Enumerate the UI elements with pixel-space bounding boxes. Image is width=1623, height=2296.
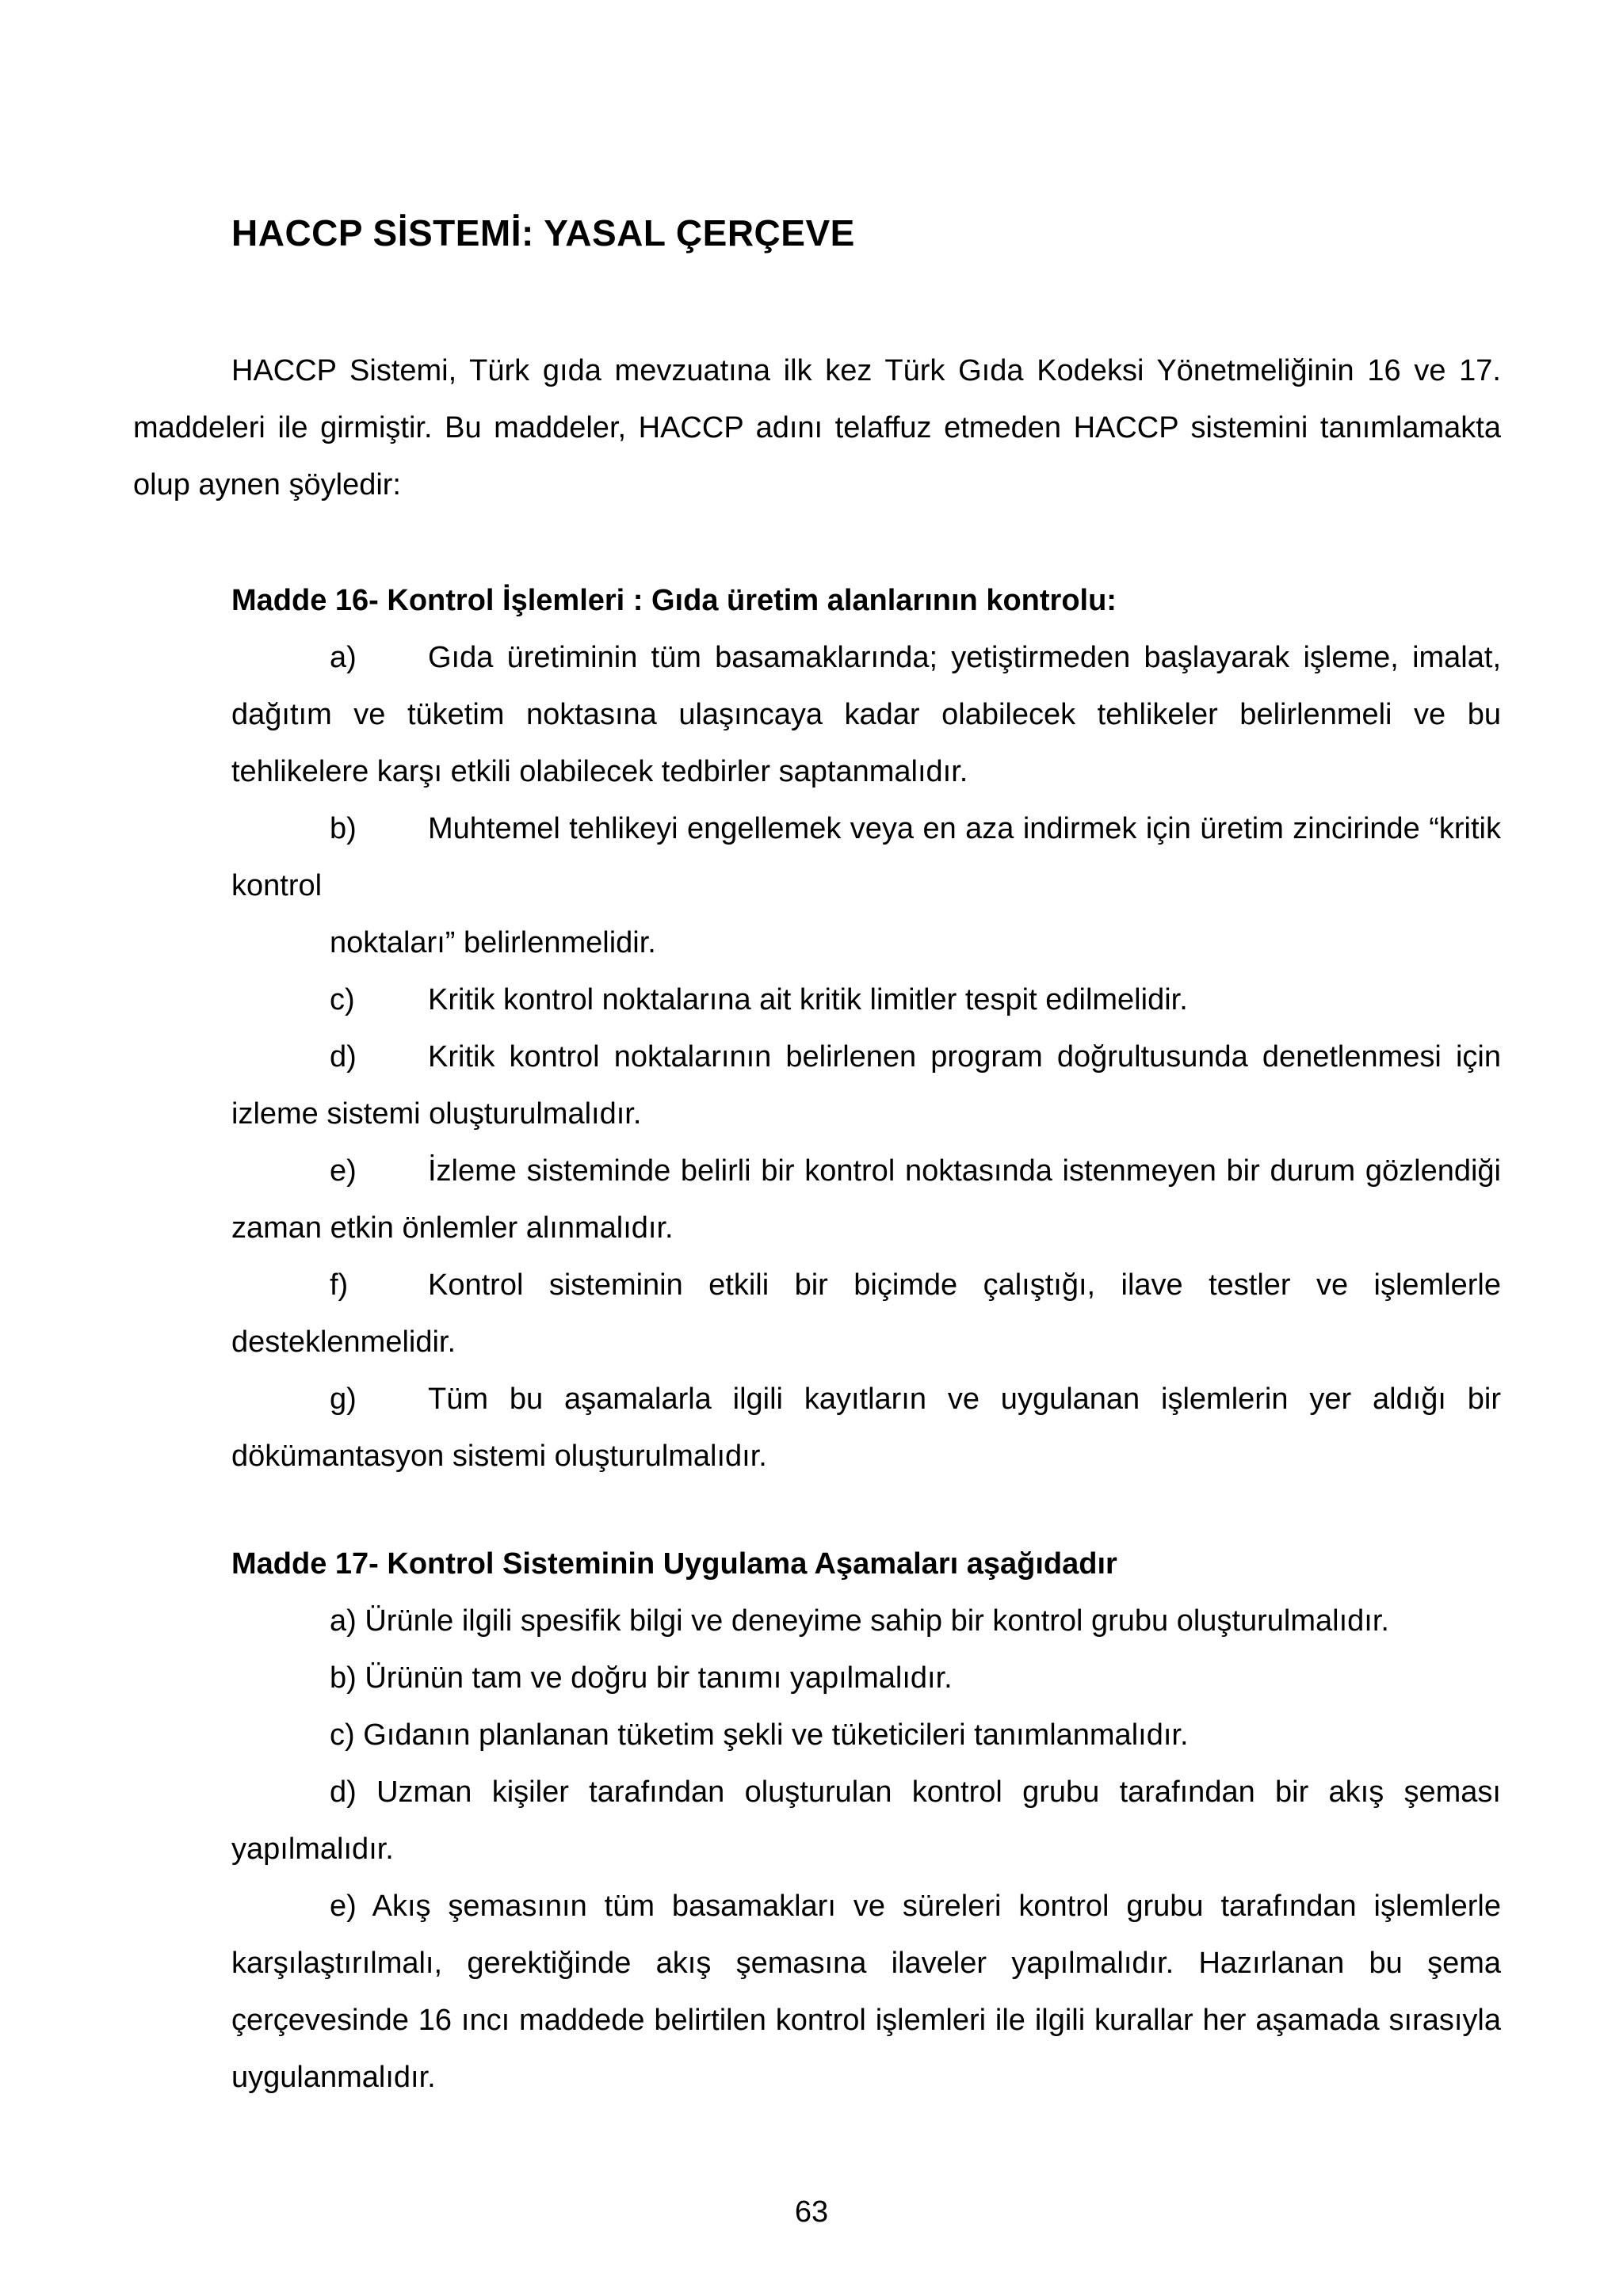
madde-16-item-e [231,1142,1501,1257]
madde-17-item-d: d) Uzman kişiler tarafından oluşturulan kontrol grubu tarafından bir akış şeması yapılmalıdır. [231,1775,1501,1866]
item-text: Tüm bu aşamalarla ilgili kayıtların ve uygulanan işlemlerin yer aldığı bir dökümantasyon sistemi oluşturulmalıdır. [231,1383,1501,1473]
madde-17-item-e: e) Akış şemasının tüm basamakları ve süreleri kontrol grubu tarafından işlemlerle karşılaştırılmalı, gerektiğinde akış şemasına ilaveler yapılmalıdır. Hazırlanan bu şema çerçevesinde 16 ıncı maddede belirtilen kontrol işlemleri ile ilgili kurallar her aşamada sırasıyla uygulanmalıdır. [231,1890,1501,2094]
madde-16-heading: Madde 16- Kontrol İşlemleri : Gıda üretim alanlarının kontrolu: [231,584,1117,617]
madde-17-item-c: c) Gıdanın planlanan tüketim şekli ve tüketicileri tanımlanmalıdır. [330,1718,1189,1752]
page-number: 63 [794,2195,829,2229]
intro-paragraph: HACCP Sistemi, Türk gıda mevzuatına ilk kez Türk Gıda Kodeksi Yönetmeliğinin 16 ve 17. maddeleri ile girmiştir. Bu maddeler, HACCP adını telaffuz etmeden HACCP sistemini tanımlamakta olup aynen şöyledir: [133,354,1501,502]
item-text: Gıda üretiminin tüm basamaklarında; yetiştirmeden başlayarak işleme, imalat, dağıtım ve tüketim noktasına ulaşıncaya kadar olabilecek tehlikeler belirlenmeli ve bu tehlikelere karşı etkili olabilecek tedbirler saptanmalıdır. [231,641,1501,788]
item-label: g) [330,1383,357,1416]
madde-16-item-b-continuation: noktaları” belirlenmelidir. [330,926,656,959]
item-label: e) [330,1154,357,1188]
item-text: Kritik kontrol noktalarının belirlenen program doğrultusunda denetlenmesi için izleme sistemi oluşturulmalıdır. [231,1040,1501,1131]
item-text: Muhtemel tehlikeyi engellemek veya en aza indirmek için üretim zincirinde “kritik kontrol [231,812,1501,902]
item-text: İzleme sisteminde belirli bir kontrol noktasında istenmeyen bir durum gözlendiği zaman etkin önlemler alınmalıdır. [231,1154,1501,1245]
madde-16-item-b [231,800,1501,914]
madde-17-item-b: b) Ürünün tam ve doğru bir tanımı yapılmalıdır. [330,1661,953,1695]
item-text: Kritik kontrol noktalarına ait kritik limitler tespit edilmelidir. [428,983,1188,1016]
item-label: d) [330,1040,357,1074]
madde-17-item-a: a) Ürünle ilgili spesifik bilgi ve deneyime sahip bir kontrol grubu oluşturulmalıdır. [330,1604,1389,1638]
madde-16-item-d [231,1028,1501,1142]
madde-16-item-c [231,971,1501,1028]
item-label: f) [330,1268,349,1302]
madde-16-item-g [231,1371,1501,1485]
item-label: a) [330,641,357,674]
item-text: Kontrol sisteminin etkili bir biçimde çalıştığı, ilave testler ve işlemlerle desteklenmelidir. [231,1268,1501,1359]
page-title: HACCP SİSTEMİ: YASAL ÇERÇEVE [231,212,855,254]
madde-16-item-f [231,1257,1501,1371]
item-label: c) [330,983,355,1016]
madde-16-item-a [231,629,1501,800]
item-label: b) [330,812,357,845]
madde-17-heading: Madde 17- Kontrol Sisteminin Uygulama Aşamaları aşağıdadır [231,1547,1117,1581]
